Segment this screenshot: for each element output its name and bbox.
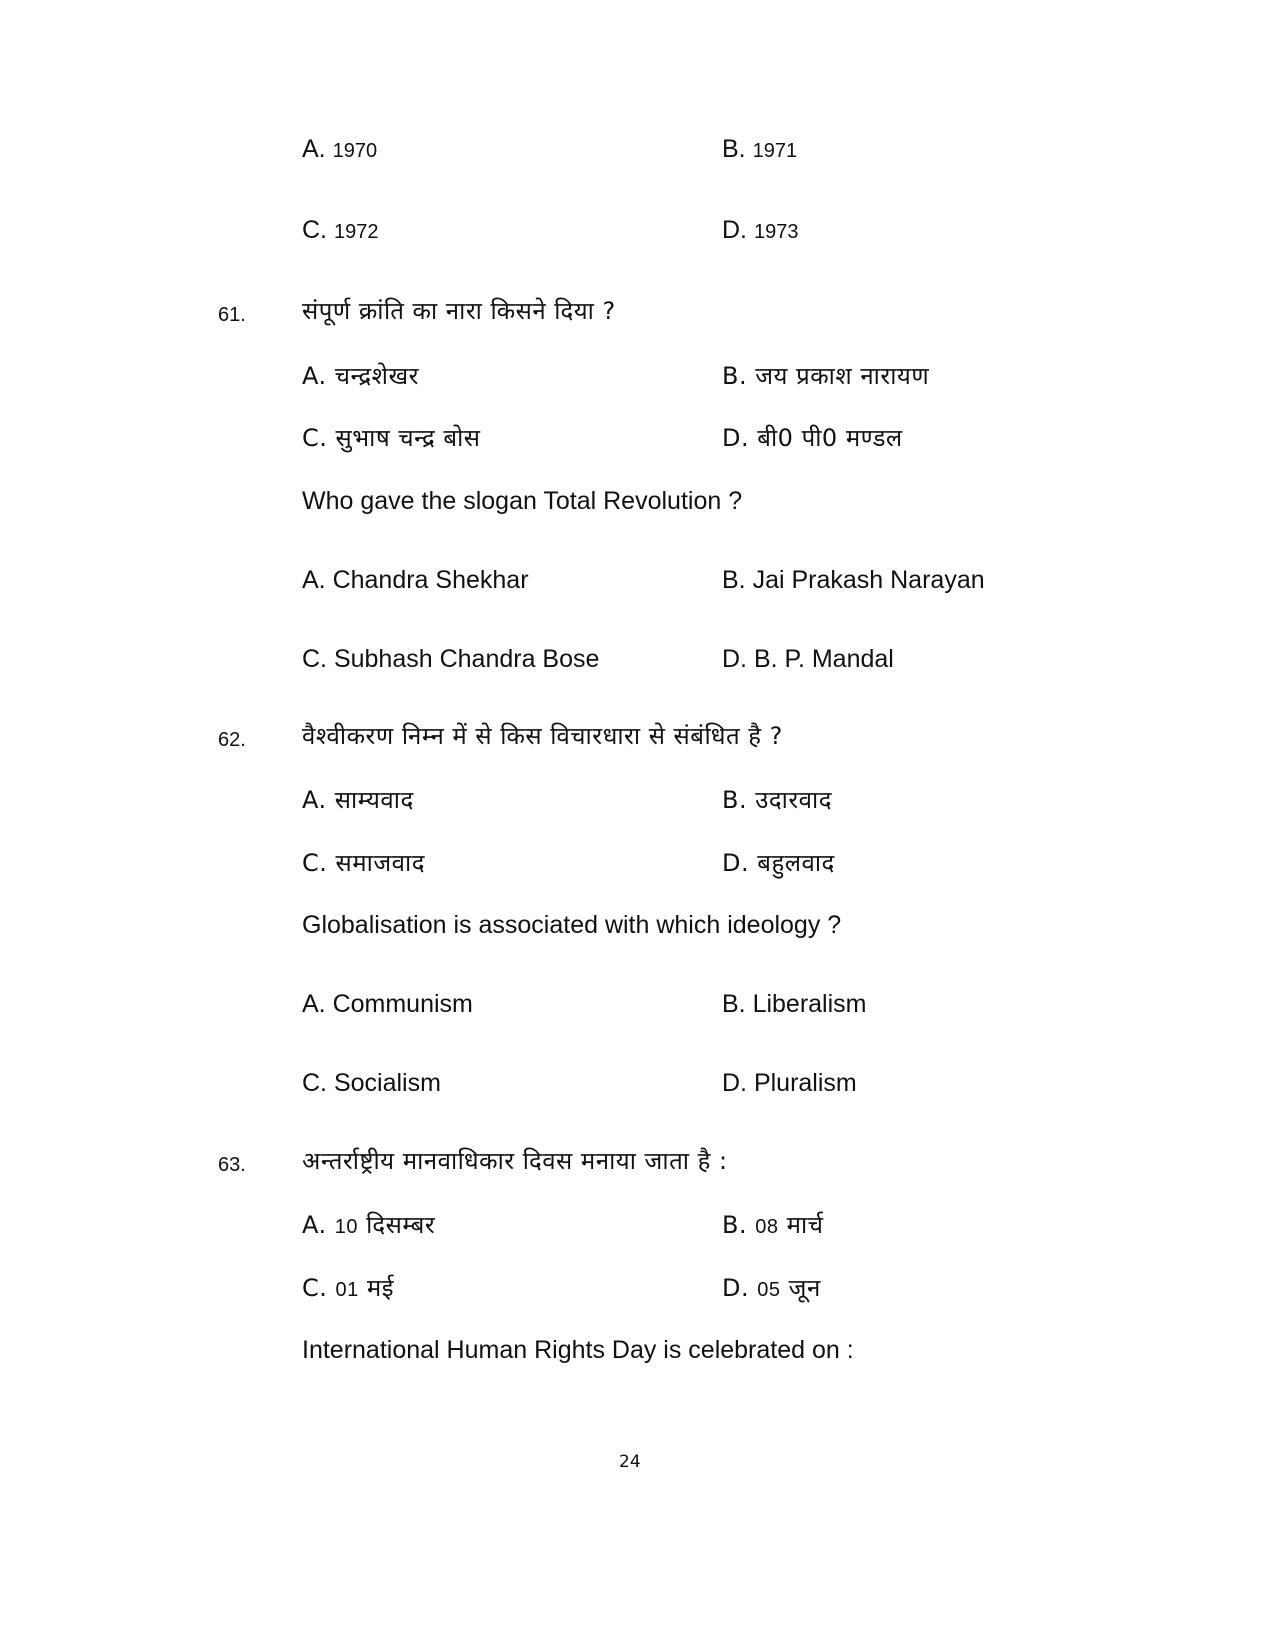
option-letter: B. (722, 362, 748, 390)
option-letter: D. (722, 849, 750, 877)
english-option-c: C. Subhash Chandra Bose (302, 645, 600, 673)
english-option-d: D. B. P. Mandal (722, 645, 894, 673)
prev-option-c (302, 218, 378, 243)
option-letter: C. (302, 424, 328, 452)
hindi-option-c (302, 1276, 394, 1300)
hindi-option-a (302, 1213, 435, 1237)
hindi-option-b (722, 364, 929, 388)
option-number: 05 (757, 1279, 781, 1301)
hindi-option-a (302, 788, 414, 812)
option-text: दिसम्बर (366, 1211, 436, 1239)
question-text-english: International Human Rights Day is celebrated on : (302, 1336, 854, 1364)
prev-option-a (302, 137, 377, 162)
option-text: 1972 (333, 221, 379, 243)
hindi-option-d (722, 426, 903, 450)
option-text: 1971 (752, 140, 798, 162)
hindi-option-a (302, 364, 419, 388)
english-option-b: B. Jai Prakash Narayan (722, 566, 985, 594)
option-text: सुभाष चन्द्र बोस (335, 424, 481, 452)
question-text-hindi: वैश्वीकरण निम्न में से किस विचारधारा से संबंधित है ? (302, 722, 783, 750)
option-letter: A. (302, 786, 327, 814)
option-letter: B. (722, 786, 748, 814)
question-text-hindi: अन्तर्राष्ट्रीय मानवाधिकार दिवस मनाया जाता है : (302, 1147, 728, 1175)
option-text: 1970 (332, 140, 378, 162)
english-option-b: B. Liberalism (722, 990, 867, 1018)
option-number: 10 (334, 1216, 359, 1238)
option-text: 1973 (753, 221, 799, 243)
hindi-option-d (722, 1276, 821, 1300)
option-text: समाजवाद (335, 849, 425, 877)
option-text: उदारवाद (755, 786, 832, 814)
option-number: 08 (755, 1216, 779, 1238)
question-number: 61. (218, 304, 246, 326)
hindi-option-c (302, 851, 425, 875)
option-letter: C. (302, 1274, 328, 1302)
prev-option-b (722, 137, 797, 162)
question-text-english: Who gave the slogan Total Revolution ? (302, 487, 743, 515)
question-number: 62. (218, 729, 246, 751)
option-text: साम्यवाद (334, 786, 414, 814)
option-letter: D. (722, 424, 750, 452)
option-text: जय प्रकाश नारायण (755, 362, 930, 390)
english-option-c: C. Socialism (302, 1069, 441, 1097)
option-letter: D. (722, 216, 747, 244)
option-letter: C. (302, 849, 328, 877)
prev-option-d (722, 218, 798, 243)
page-number: 24 (619, 1452, 641, 1472)
english-option-d: D. Pluralism (722, 1069, 857, 1097)
english-option-a: A. Chandra Shekhar (302, 566, 529, 594)
option-text: जून (788, 1274, 821, 1302)
hindi-option-b (722, 1213, 823, 1237)
question-text-hindi: संपूर्ण क्रांति का नारा किसने दिया ? (302, 297, 616, 325)
option-letter: A. (302, 362, 327, 390)
option-letter: A. (302, 1211, 327, 1239)
option-letter: C. (302, 216, 327, 244)
hindi-option-c (302, 426, 481, 450)
option-letter: D. (722, 1274, 750, 1302)
option-text: मार्च (786, 1211, 824, 1239)
hindi-option-b (722, 788, 832, 812)
question-text-english: Globalisation is associated with which ideology ? (302, 911, 842, 939)
option-text: बहुलवाद (757, 849, 835, 877)
option-number: 01 (335, 1279, 359, 1301)
option-letter: B. (722, 1211, 748, 1239)
english-option-a: A. Communism (302, 990, 473, 1018)
option-text: मई (366, 1274, 395, 1302)
option-letter: A. (302, 135, 326, 163)
option-text: चन्द्रशेखर (334, 362, 419, 390)
hindi-option-d (722, 851, 835, 875)
option-text: बी0 पी0 मण्डल (757, 424, 903, 452)
option-letter: B. (722, 135, 746, 163)
question-number: 63. (218, 1154, 246, 1176)
